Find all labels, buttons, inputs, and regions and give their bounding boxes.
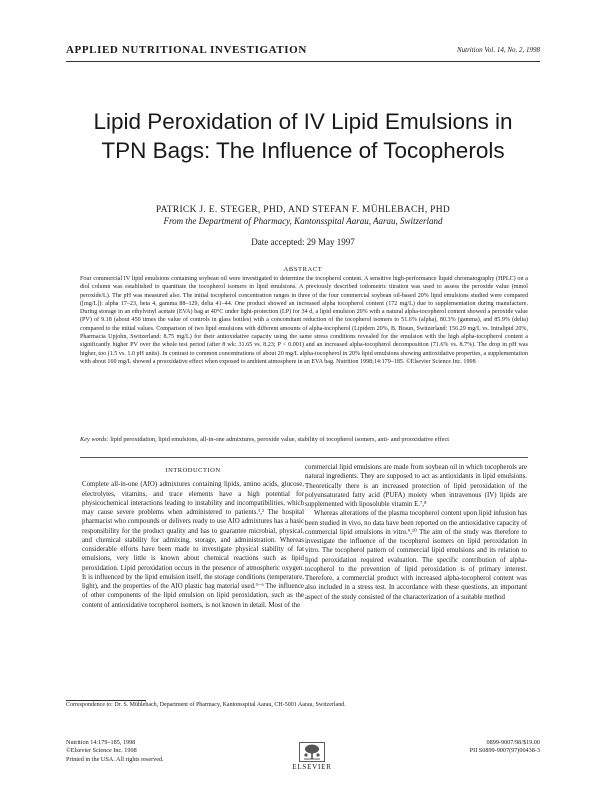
keywords xyxy=(80,436,528,444)
date-accepted: Date accepted: 29 May 1997 xyxy=(251,237,355,247)
correspondence-footnote: Correspondence to: Dr. S. Mühlebach, Department of Pharmacy, Kantonsspital Aarau, CH-5001 Aarau, Switzerland. xyxy=(66,702,346,708)
abstract-heading: ABSTRACT xyxy=(283,266,323,273)
introduction-heading: INTRODUCTION xyxy=(165,467,221,474)
elsevier-tree-logo-icon xyxy=(299,742,325,762)
footer-citation: Nutrition 14:179–185, 1998 xyxy=(66,739,136,746)
keywords-text: lipid peroxidation, lipid emulsions, all-in-one admixtures, peroxide value, stability of tocopherol isomers, anti- and prooxidative effect xyxy=(110,436,449,443)
footer-citation-block xyxy=(66,739,236,764)
keywords-label: Key words: xyxy=(80,436,109,443)
publisher-block xyxy=(232,742,392,771)
footer-issn: 0899-9007/98/$19.00 xyxy=(486,739,540,746)
body-paragraph: commercial lipid emulsions are made from soybean oil in which tocopherols are natural ingredients. They are supposed to act as antioxidants in lipid emulsions. Theoretically there is an increased protection of lipid peroxidation of the polyunsaturated fatty acid (PUFA) moiety when intravenous (IV) lipids are supplemented with liposoluble vitamin E.⁷,⁸ xyxy=(305,464,527,508)
title-line-1: Lipid Peroxidation of IV Lipid Emulsions in xyxy=(93,109,513,135)
section-label: APPLIED NUTRITIONAL INVESTIGATION xyxy=(66,44,307,56)
affiliation: From the Department of Pharmacy, Kantonsspital Aarau, Aarau, Switzerland xyxy=(163,216,443,226)
title-line-2: TPN Bags: The Influence of Tocopherols xyxy=(101,138,505,164)
abstract-text: Four commercial IV lipid emulsions containing soybean oil were investigated to determine the tocopherol content. A sensitive high-performance liquid chromatography (HPLC) on a diol column was established to quantitate the tocopherol isomers in lipid emulsions. A previously described iodometric titration was used to assess the peroxide value (mmol peroxide/L). The pH was measured also. The initial tocopherol concentration ranges in three of the four commercial soybean oil-based 20% lipid emulsions studied were compared ([mg/L]): alpha 17–23, beta 4, gamma 88–129, delta 41–44. One product showed an increased alpha tocopherol content (172 mg/L) due to supplementation during manufacture. During storage in an ethylvinyl acetate (EVA) bag at 40°C under light-protection (LP) for 34 d, a lipid emulsion 20% with a natural alpha-tocopherol content showed a peroxide value (PV) of 9.18 (about 450 times the value of controls in glass bottles) with a concomitant reduction of the tocopherol isomers to 51.6% (alpha), 80.3% (gamma), and 85.9% (delta) compared to the initial values. Comparison of two lipid emulsions with different amounts of alpha-tocopherol (Lipidem 20%, B. Braun, Switzerland: 156.29 mg/L vs. Intralipid 20%, Pharmacia Upjohn, Switzerland: 8.75 mg/L) for their antioxidative capacity using the same stress conditions revealed for the emulsion with the high alpha-tocopherol content a significantly higher PV over the whole test period (after 8 wk: 31.65 vs. 8.23; P < 0.001) and an increased alpha-tocopherol decomposition (71.6% vs. 8.7%). The drop in pH was higher, too (1.5 vs. 1.0 pH units). In contrast to common concentrations of about 20 mg/L alpha-tocopherol in 20% lipid emulsions showing antioxidative properties, a supplementation with about 160 mg/L showed a prooxidative effect when exposed to ambient atmosphere in an EVA bag. Nutrition 1998;14:179–185. ©Elsevier Science Inc. 1998 xyxy=(80,276,528,365)
footer-printed: Printed in the USA. All rights reserved. xyxy=(66,755,164,763)
keywords-divider xyxy=(80,457,528,458)
body-column-right xyxy=(305,463,527,602)
author-list: PATRICK J. E. STEGER, PHD, AND STEFAN F. MÜHLEBACH, PHD xyxy=(155,205,451,215)
footer-identifier-block xyxy=(400,739,540,756)
footer-pii: PII S0899-9007(97)00438-3 xyxy=(469,747,540,755)
footer-copyright: ©Elsevier Science Inc. 1998 xyxy=(66,747,137,755)
header-divider xyxy=(66,61,540,62)
article-title xyxy=(60,107,546,165)
footnote-divider xyxy=(66,700,146,701)
running-header xyxy=(66,44,540,60)
body-paragraph: Whereas alterations of the plasma tocopherol content upon lipid infusion has been studied in vivo, no data have been reported on the antioxidative capacity of commercial lipid emulsions in vitro.⁹,¹⁰ The aim of the study was therefore to investigate the influence of the tocopherol isomers on lipid peroxidation in vitro. The tocopherol pattern of commercial lipid emulsions and its relation to lipid peroxidation required evaluation. The specific contribution of alpha-tocopherol to the prevention of lipid peroxidation is of primary interest. Therefore, a commercial product with increased alpha-tocopherol content was also included in a stress test. In accordance with these questions, an important aspect of the study consisted of the characterization of a suitable method xyxy=(305,510,527,601)
body-paragraph: Complete all-in-one (AIO) admixtures containing lipids, amino acids, glucose, electrolytes, vitamins, and trace elements have a high potential for physicochemical interactions leading to instability and incompatibilities, which may cause severe problems when administered to patients.¹,² The hospital pharmacist who compounds or delivers ready to use AIO admixtures has a basic responsibility for the product quality and has to guarantee microbial, physical, and chemical stability for admixing, storage, and administration. Whereas considerable efforts have been made to investigate physical stability of fat emulsions, very little is known about chemical reactions such as lipid peroxidation. Lipid peroxidation occurs in the presence of atmospheric oxygen. It is influenced by the lipid emulsion itself, the storage conditions (temperature, light), and the properties of the AIO plastic bag material used.³⁻⁶ The influence of other components of the lipid emulsion on lipid peroxidation, such as the content of antioxidative tocopherol isomers, is not known in detail. Most of the xyxy=(82,481,304,609)
publisher-name: ELSEVIER xyxy=(292,763,332,771)
journal-reference: Nutrition Vol. 14, No. 2, 1998 xyxy=(456,46,540,54)
body-column-left xyxy=(82,466,304,610)
